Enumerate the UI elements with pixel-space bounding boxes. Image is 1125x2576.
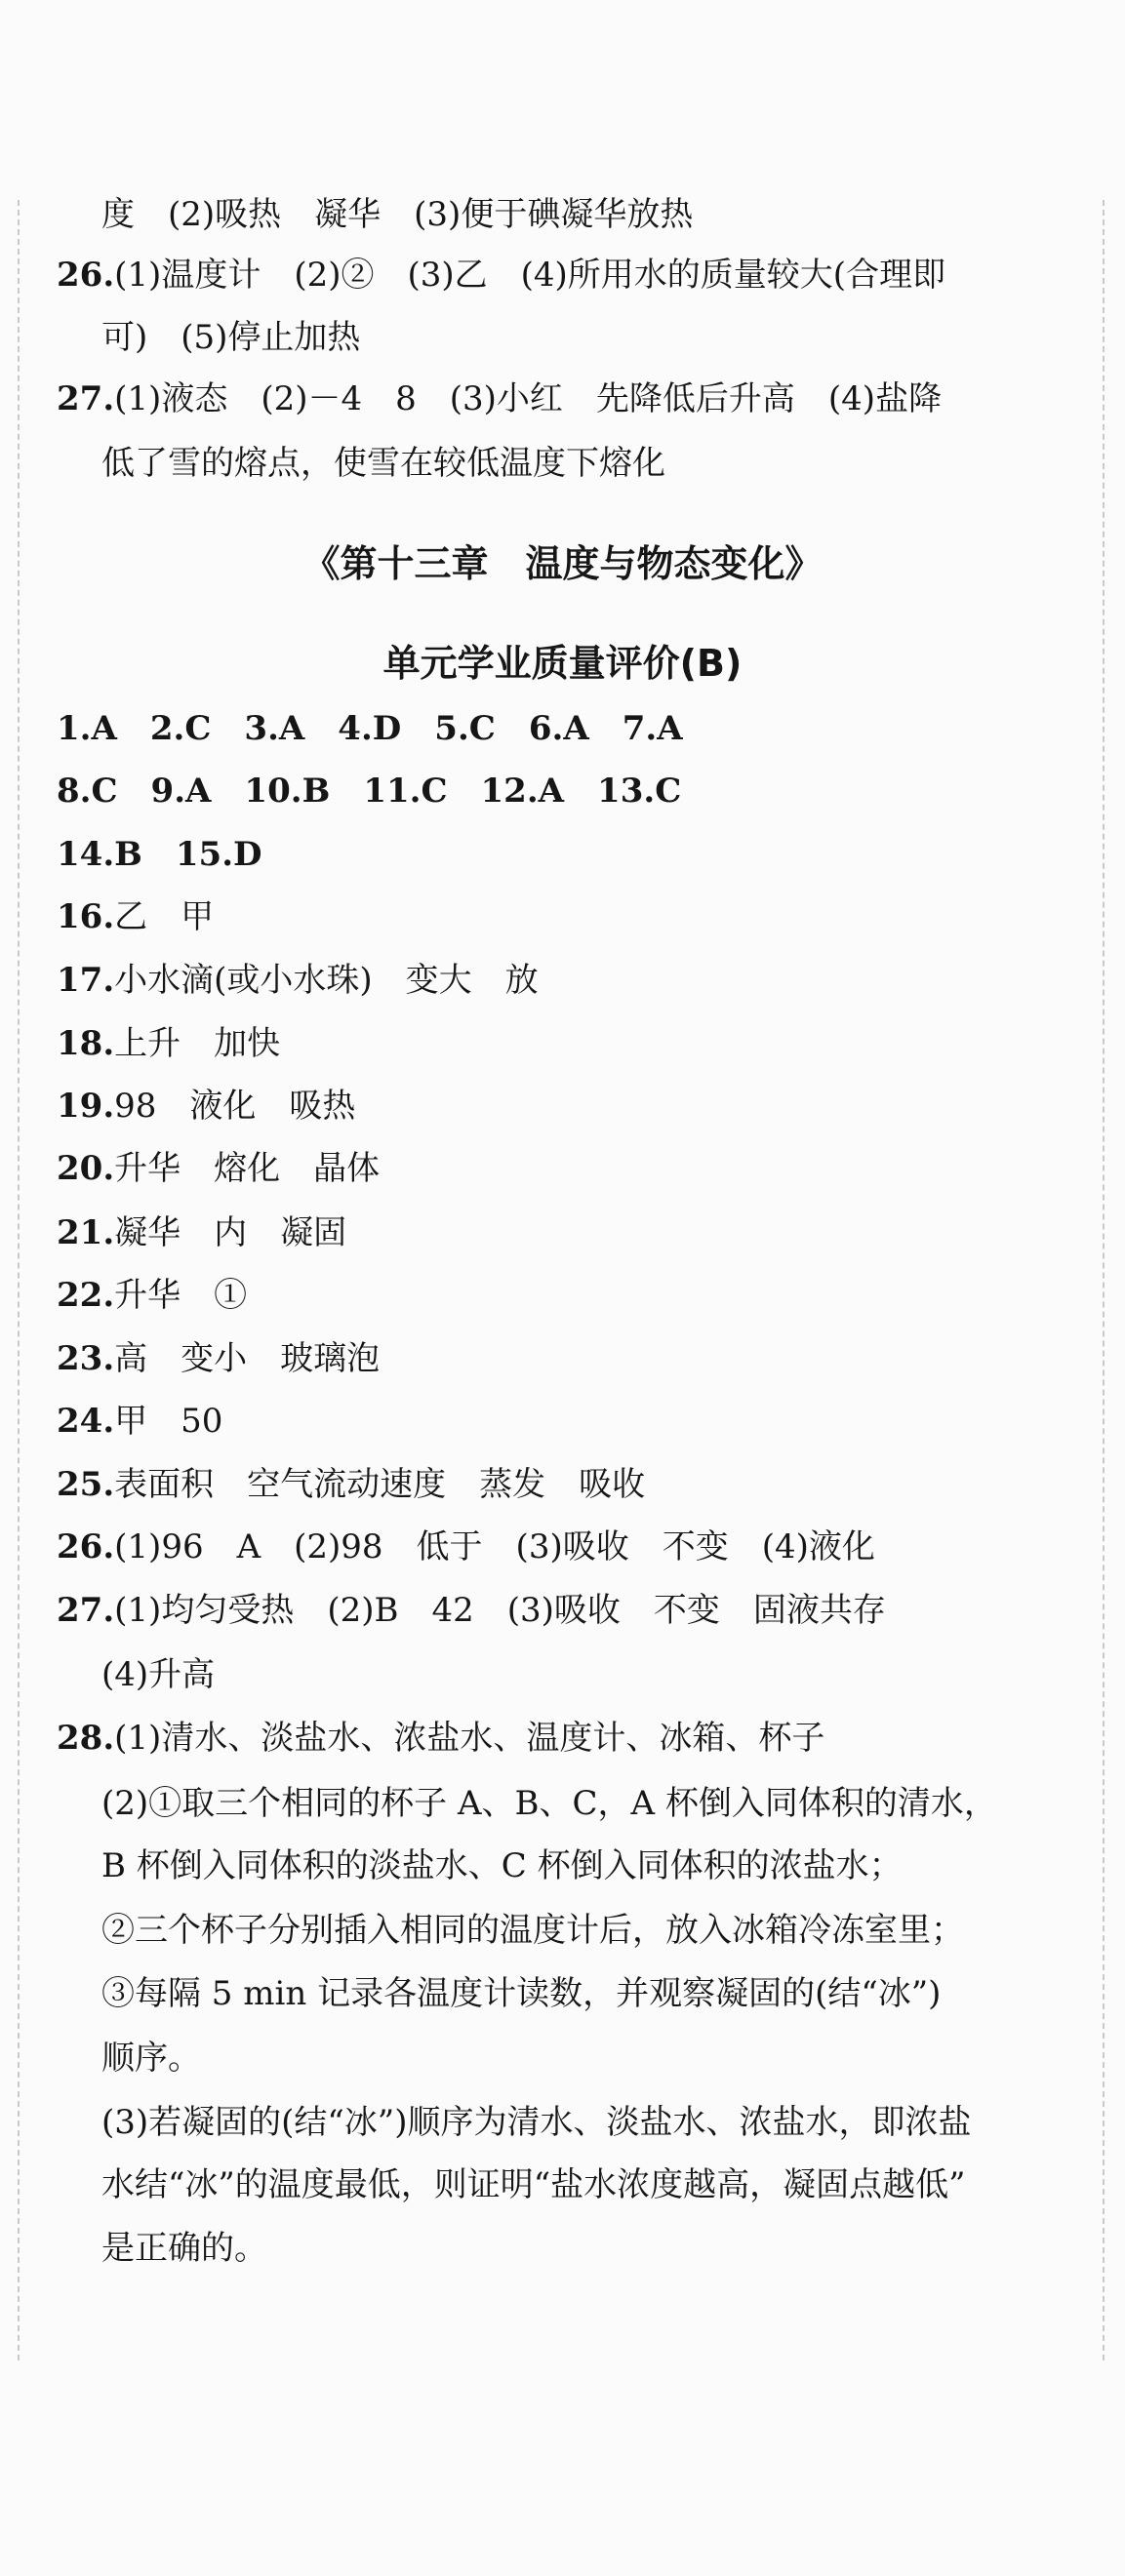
question-number: 26. (57, 256, 115, 295)
answer-text: 上升 加快 (114, 1024, 281, 1063)
answer-line (101, 1784, 1116, 1823)
answer-line (57, 1719, 1071, 1758)
question-number: 16. (57, 897, 115, 936)
answer-line (57, 1339, 1071, 1378)
answer-line (57, 1276, 1071, 1315)
answer-text: 98 液化 吸热 (114, 1087, 356, 1126)
answer-text: B 杯倒入同体积的淡盐水、C 杯倒入同体积的浓盐水； (101, 1846, 903, 1885)
answer-text: (1)清水、淡盐水、浓盐水、温度计、冰箱、杯子 (114, 1719, 825, 1758)
question-number: 24. (57, 1402, 115, 1441)
answer-line (57, 1527, 1071, 1566)
question-number: 17. (57, 961, 115, 1000)
question-number: 25. (57, 1465, 115, 1504)
question-number: 23. (57, 1339, 115, 1378)
answer-line (57, 256, 1071, 295)
answer-text: 度 (2)吸热 凝华 (3)便于碘凝华放热 (101, 195, 694, 234)
answer-line (57, 772, 1071, 811)
answer-line (101, 2165, 1116, 2204)
answer-line (101, 444, 1116, 483)
mc-answers: 8.C 9.A 10.B 11.C 12.A 13.C (57, 772, 682, 811)
answer-line (57, 1591, 1071, 1630)
right-dashed-margin (1103, 200, 1105, 2360)
answer-text: (1)液态 (2)－4 8 (3)小红 先降低后升高 (4)盐降 (114, 379, 943, 418)
answer-text: (2)①取三个相同的杯子 A、B、C，A 杯倒入同体积的清水， (101, 1784, 997, 1823)
question-number: 18. (57, 1024, 115, 1063)
answer-line (101, 318, 1116, 357)
answer-text: ③每隔 5 min 记录各温度计读数，并观察凝固的(结“冰”) (101, 1974, 942, 2013)
answer-line (101, 1974, 1116, 2013)
answer-text: (3)若凝固的(结“冰”)顺序为清水、淡盐水、浓盐水，即浓盐 (101, 2103, 972, 2142)
answer-text: (1)均匀受热 (2)B 42 (3)吸收 不变 固液共存 (114, 1591, 886, 1630)
answer-line (101, 2039, 1116, 2078)
answer-text: 是正确的。 (101, 2229, 267, 2268)
answer-line (57, 897, 1071, 936)
question-number: 22. (57, 1276, 115, 1315)
answer-line (57, 1149, 1071, 1188)
answer-text: (1)温度计 (2)② (3)乙 (4)所用水的质量较大(合理即 (114, 256, 946, 295)
answer-line (57, 1402, 1071, 1441)
section-title: 单元学业质量评价(B) (382, 642, 743, 685)
answer-line (101, 195, 1116, 234)
answer-text: 表面积 空气流动速度 蒸发 吸收 (114, 1465, 646, 1504)
answer-text: (1)96 A (2)98 低于 (3)吸收 不变 (4)液化 (114, 1527, 875, 1566)
question-number: 26. (57, 1527, 115, 1566)
answer-line (57, 1465, 1071, 1504)
question-number: 27. (57, 1591, 115, 1630)
answer-line (101, 2229, 1116, 2268)
question-number: 28. (57, 1719, 115, 1758)
answer-line (57, 835, 1071, 874)
question-number: 20. (57, 1149, 115, 1188)
answer-text: (4)升高 (101, 1655, 216, 1694)
answer-text: 低了雪的熔点，使雪在较低温度下熔化 (101, 444, 665, 483)
answer-text: 升华 熔化 晶体 (114, 1149, 381, 1188)
left-dashed-margin (18, 200, 20, 2360)
answer-line (101, 1911, 1116, 1950)
answer-line (57, 1213, 1071, 1252)
answer-line (101, 1655, 1116, 1694)
question-number: 19. (57, 1087, 115, 1126)
answer-text: 高 变小 玻璃泡 (114, 1339, 381, 1378)
answer-text: 甲 50 (114, 1402, 223, 1441)
answer-text: 可) (5)停止加热 (101, 318, 361, 357)
answer-line (57, 1087, 1071, 1126)
answer-line (101, 2103, 1116, 2142)
answer-text: ②三个杯子分别插入相同的温度计后，放入冰箱冷冻室里； (101, 1911, 964, 1950)
mc-answers: 14.B 15.D (57, 835, 262, 874)
answer-line (57, 961, 1071, 1000)
answer-text: 水结“冰”的温度最低，则证明“盐水浓度越高，凝固点越低” (101, 2165, 966, 2204)
answer-text: 小水滴(或小水珠) 变大 放 (114, 961, 539, 1000)
answer-line (57, 1024, 1071, 1063)
question-number: 27. (57, 379, 115, 418)
mc-answers: 1.A 2.C 3.A 4.D 5.C 6.A 7.A (57, 709, 683, 748)
answer-text: 升华 ① (114, 1276, 248, 1315)
answer-line (101, 1846, 1116, 1885)
answer-text: 凝华 内 凝固 (114, 1213, 347, 1252)
answer-line (57, 709, 1071, 748)
question-number: 21. (57, 1213, 115, 1252)
chapter-title: 《第十三章 温度与物态变化》 (302, 542, 823, 585)
answer-text: 乙 甲 (114, 897, 215, 936)
answer-text: 顺序。 (101, 2039, 201, 2078)
answer-line (57, 379, 1071, 418)
